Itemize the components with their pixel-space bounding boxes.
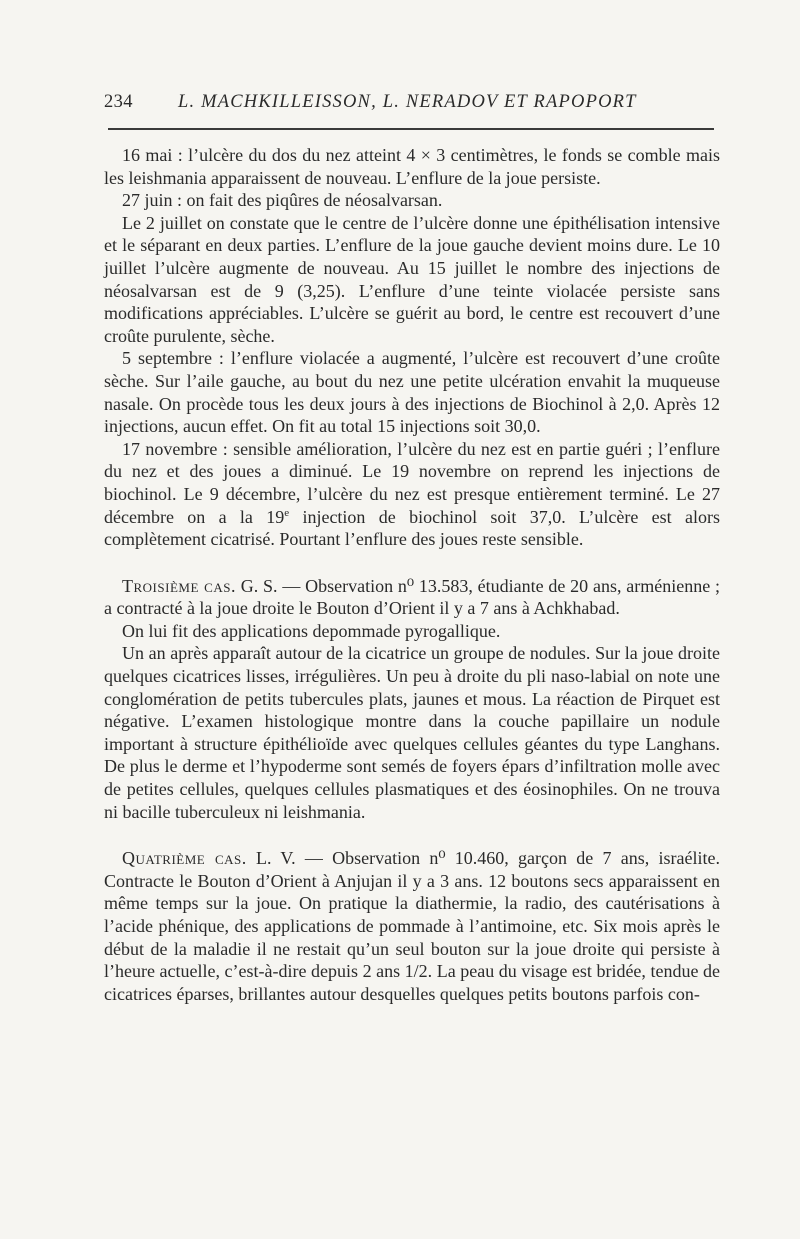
case3-paragraph [104, 575, 720, 620]
paragraph-5-septembre: 5 septembre : l’enflure violacée a augmenté, l’ulcère est recouvert d’une croûte sèche. Sur l’aile gauche, au bout du nez une petite ulcération envahit la muqueuse nasale. On procède tous les deux jours à des injections de Biochinol à 2,0. Après 12 injections, aucun effet. On fit au total 15 injections soit 30,0. [104, 348, 720, 437]
paragraph-17-novembre-text: 17 novembre : sensible amélioration, l’ulcère du nez est en partie guéri ; l’enflure du nez et des joues a diminué. Le 19 novembre on reprend les injections de biochinol. Le 9 décembre, l’ulcère du nez est presque entièrement terminé. Le 27 décembre on a la 19 [104, 438, 720, 527]
paragraph-16-mai: 16 mai : l’ulcère du dos du nez atteint 4 × 3 centimètres, le fonds se comble mais les leishmania apparaissent de nouveau. L’enflure de la joue persiste. [104, 145, 720, 188]
case4-text: L. V. — Observation n⁰ 10.460, garçon de 7 ans, israélite. Contracte le Bouton d’Orient à Anjujan il y a 3 ans. 12 boutons secs apparaissent en même temps sur la joue. On pratique la diathermie, la radio, des cautérisations à l’acide phénique, des applications de pommade à l’antimoine, etc. Six mois après le début de la maladie il ne restait qu’un seul bouton sur la joue droite qui persiste à l’heure actuelle, c’est-à-dire depuis 2 ans 1/2. La peau du visage est bridée, tendue de cicatrices éparses, brillantes autour desquelles quelques petits boutons parfois con- [104, 848, 720, 1004]
case3-paragraph-2: On lui fit des applications depommade pyrogallique. [122, 620, 501, 641]
superscript-e: e [284, 506, 290, 519]
paragraph-2-juillet: Le 2 juillet on constate que le centre de l’ulcère donne une épithélisation intensive et le séparant en deux parties. L’enflure de la joue gauche devient moins dure. Le 10 juillet l’ulcère augmente de nouveau. Au 15 juillet le nombre des injections de néosalvarsan est de 9 (3,25). L’enflure d’une teinte violacée persiste sans modifications appréciables. L’ulcère se guérit au bord, le centre est recouvert d’une croûte purulente, sèche. [104, 212, 720, 346]
page [104, 92, 720, 1005]
paragraph-17-novembre-end: injection de biochinol soit 37,0. L’ulcère est alors complètement cicatrisé. Pourtant l’enflure des joues reste sensible. [104, 506, 720, 550]
case3-paragraph-3: Un an après apparaît autour de la cicatrice un groupe de nodules. Sur la joue droite quelques cicatrices lisses, irrégulières. Un peu à droite du pli naso-labial on note une conglomération de petits tubercules plats, jaunes et mous. La réaction de Pirquet est négative. L’examen histologique montre dans la couche papillaire un nodule important à structure épithélioïde avec quelques cellules géantes du type Langhans. De plus le derme et l’hypoderme sont semés de foyers épars d’infiltration molle avec de petites cellules, quelques cellules plasmatiques et des éosinophiles. On ne trouva ni bacille tuberculeux ni leishmania. [104, 643, 720, 822]
section-gap [104, 551, 720, 575]
case3-text: G. S. — Observation n⁰ 13.583, étudiante de 20 ans, arménienne ; a contracté à la joue droite le Bouton d’Orient il y a 7 ans à Achkhabad. [104, 575, 720, 619]
body-text [104, 144, 720, 1005]
paragraph-17-novembre [104, 438, 720, 551]
header-rule [108, 128, 714, 130]
case3-heading: Troisième cas. [122, 575, 236, 596]
case4-heading: Quatrième cas. [122, 848, 247, 869]
case4-paragraph [104, 847, 720, 1005]
running-title: L. MACHKILLEISSON, L. NERADOV ET RAPOPORT [178, 92, 637, 112]
page-number: 234 [104, 92, 133, 112]
section-gap [104, 823, 720, 847]
running-head [104, 92, 720, 122]
paragraph-27-juin: 27 juin : on fait des piqûres de néosalvarsan. [122, 190, 443, 211]
